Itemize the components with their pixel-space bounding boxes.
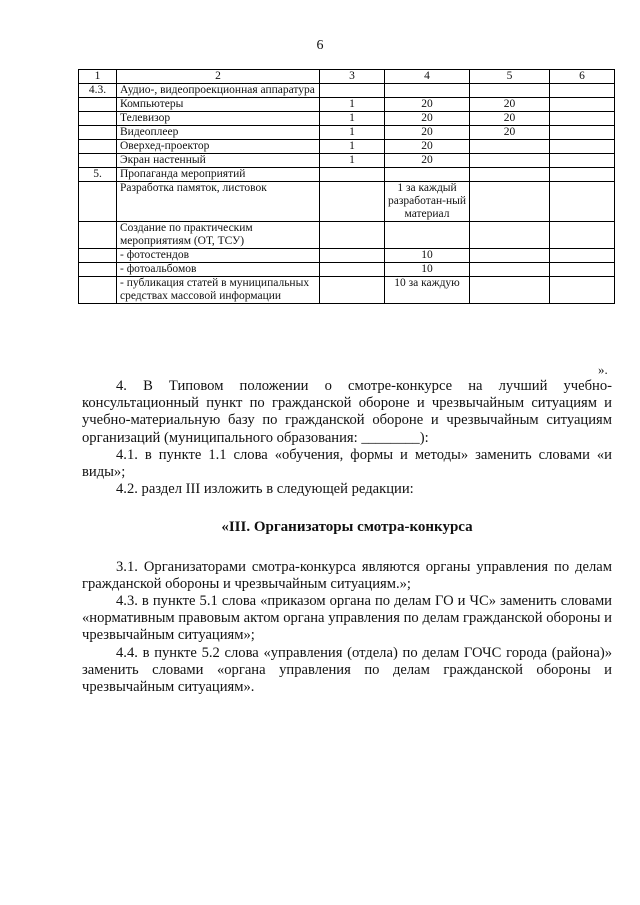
table-cell: [320, 249, 385, 263]
table-row: [79, 168, 615, 182]
table-cell: 10 за каждую: [385, 277, 470, 304]
table-row: [79, 98, 615, 112]
table-cell: 1: [320, 140, 385, 154]
table-row: [79, 126, 615, 140]
table-cell: 1 за каждый разработан-ный материал: [385, 182, 470, 222]
table-cell: - фотоальбомов: [117, 263, 320, 277]
table-body: [79, 70, 615, 304]
table-cell: [385, 168, 470, 182]
table-cell: 5.: [79, 168, 117, 182]
table-cell: [550, 249, 615, 263]
table-cell: Телевизор: [117, 112, 320, 126]
table-cell: [470, 154, 550, 168]
table-cell: [470, 222, 550, 249]
table-cell: [470, 263, 550, 277]
table-cell: - публикация статей в муниципальных средствах массовой информации: [117, 277, 320, 304]
table-cell: [550, 182, 615, 222]
table-cell: Пропаганда мероприятий: [117, 168, 320, 182]
table-cell: 10: [385, 263, 470, 277]
table-cell: 20: [470, 98, 550, 112]
table-cell: 10: [385, 249, 470, 263]
table-cell: [79, 112, 117, 126]
header-cell: 2: [117, 70, 320, 84]
section-heading: «III. Организаторы смотра-конкурса: [221, 519, 473, 536]
header-cell: 3: [320, 70, 385, 84]
table-cell: Экран настенный: [117, 154, 320, 168]
table-cell: [79, 154, 117, 168]
table-cell: [470, 168, 550, 182]
table-row: [79, 112, 615, 126]
table-cell: Аудио-, видеопроекционная аппаратура: [117, 84, 320, 98]
table-cell: Компьютеры: [117, 98, 320, 112]
table-cell: 1: [320, 126, 385, 140]
header-cell: 4: [385, 70, 470, 84]
table-cell: [550, 168, 615, 182]
table-cell: 20: [385, 140, 470, 154]
table-cell: 1: [320, 112, 385, 126]
body-text: [82, 378, 612, 696]
table-row: [79, 84, 615, 98]
table-cell: [550, 140, 615, 154]
table-row: [79, 277, 615, 304]
table-row: [79, 182, 615, 222]
header-cell: 1: [79, 70, 117, 84]
table-cell: [550, 112, 615, 126]
table-cell: [79, 249, 117, 263]
table-cell: [550, 263, 615, 277]
table-cell: [79, 263, 117, 277]
table-cell: [550, 126, 615, 140]
header-cell: 6: [550, 70, 615, 84]
table-cell: [470, 84, 550, 98]
table-cell: [550, 154, 615, 168]
table-cell: Разработка памяток, листовок: [117, 182, 320, 222]
table-cell: 4.3.: [79, 84, 117, 98]
table-cell: [79, 126, 117, 140]
table-cell: [79, 140, 117, 154]
table-cell: [320, 263, 385, 277]
table-cell: 20: [385, 154, 470, 168]
table-cell: [320, 84, 385, 98]
table-cell: 20: [470, 126, 550, 140]
table-cell: [79, 277, 117, 304]
table-cell: [320, 277, 385, 304]
table-cell: [550, 222, 615, 249]
table-row: [79, 154, 615, 168]
table-cell: - фотостендов: [117, 249, 320, 263]
table-cell: [550, 98, 615, 112]
table-cell: [385, 84, 470, 98]
table-cell: [550, 84, 615, 98]
table-header-row: [79, 70, 615, 84]
table-cell: [79, 182, 117, 222]
table-cell: [320, 222, 385, 249]
table-cell: Видеоплеер: [117, 126, 320, 140]
paragraph-4: 4. В Типовом положении о смотре-конкурсе на лучший учебно-консультационный пункт по гражданской обороне и чрезвычайным ситуациям и учебно-материальную базу по гражданской обороне и чрезвычайным ситуациям организаций (муниципального образования: ________):: [82, 378, 612, 446]
table-cell: [470, 277, 550, 304]
table-cell: 1: [320, 98, 385, 112]
paragraph-3-1: 3.1. Организаторами смотра-конкурса являются органы управления по делам гражданской обороны и чрезвычайным ситуациям.»;: [82, 558, 612, 592]
table-cell: 20: [385, 126, 470, 140]
table-cell: [470, 249, 550, 263]
table-cell: Оверхед-проектор: [117, 140, 320, 154]
table-cell: [470, 140, 550, 154]
table-cell: 20: [470, 112, 550, 126]
table-cell: [79, 98, 117, 112]
page-number: 6: [316, 38, 324, 53]
table-cell: [550, 277, 615, 304]
table-row: [79, 222, 615, 249]
table-cell: [320, 182, 385, 222]
table-cell: 20: [385, 98, 470, 112]
paragraph-4-3: 4.3. в пункте 5.1 слова «приказом органа по делам ГО и ЧС» заменить словами «нормативным правовым актом органа управления по делам гражданской обороны и чрезвычайным ситуациям»;: [82, 593, 612, 644]
paragraph-4-4: 4.4. в пункте 5.2 слова «управления (отдела) по делам ГОЧС города (района)» заменить словами «органа управления по делам гражданской обороны и чрезвычайным ситуациям».: [82, 644, 612, 696]
table-cell: 1: [320, 154, 385, 168]
closing-quote: ».: [598, 362, 608, 377]
paragraph-4-1: 4.1. в пункте 1.1 слова «обучения, формы и методы» заменить словами «и виды»;: [82, 446, 612, 481]
table-cell: [79, 222, 117, 249]
table-cell: [385, 222, 470, 249]
header-cell: 5: [470, 70, 550, 84]
table-row: [79, 249, 615, 263]
paragraph-4-2: 4.2. раздел III изложить в следующей редакции:: [116, 481, 414, 498]
table-cell: 20: [385, 112, 470, 126]
table-row: [79, 140, 615, 154]
table-row: [79, 263, 615, 277]
equipment-table: [78, 69, 615, 304]
table-cell: Создание по практическим мероприятиям (ОТ, ТСУ): [117, 222, 320, 249]
table-cell: [320, 168, 385, 182]
table-cell: [470, 182, 550, 222]
